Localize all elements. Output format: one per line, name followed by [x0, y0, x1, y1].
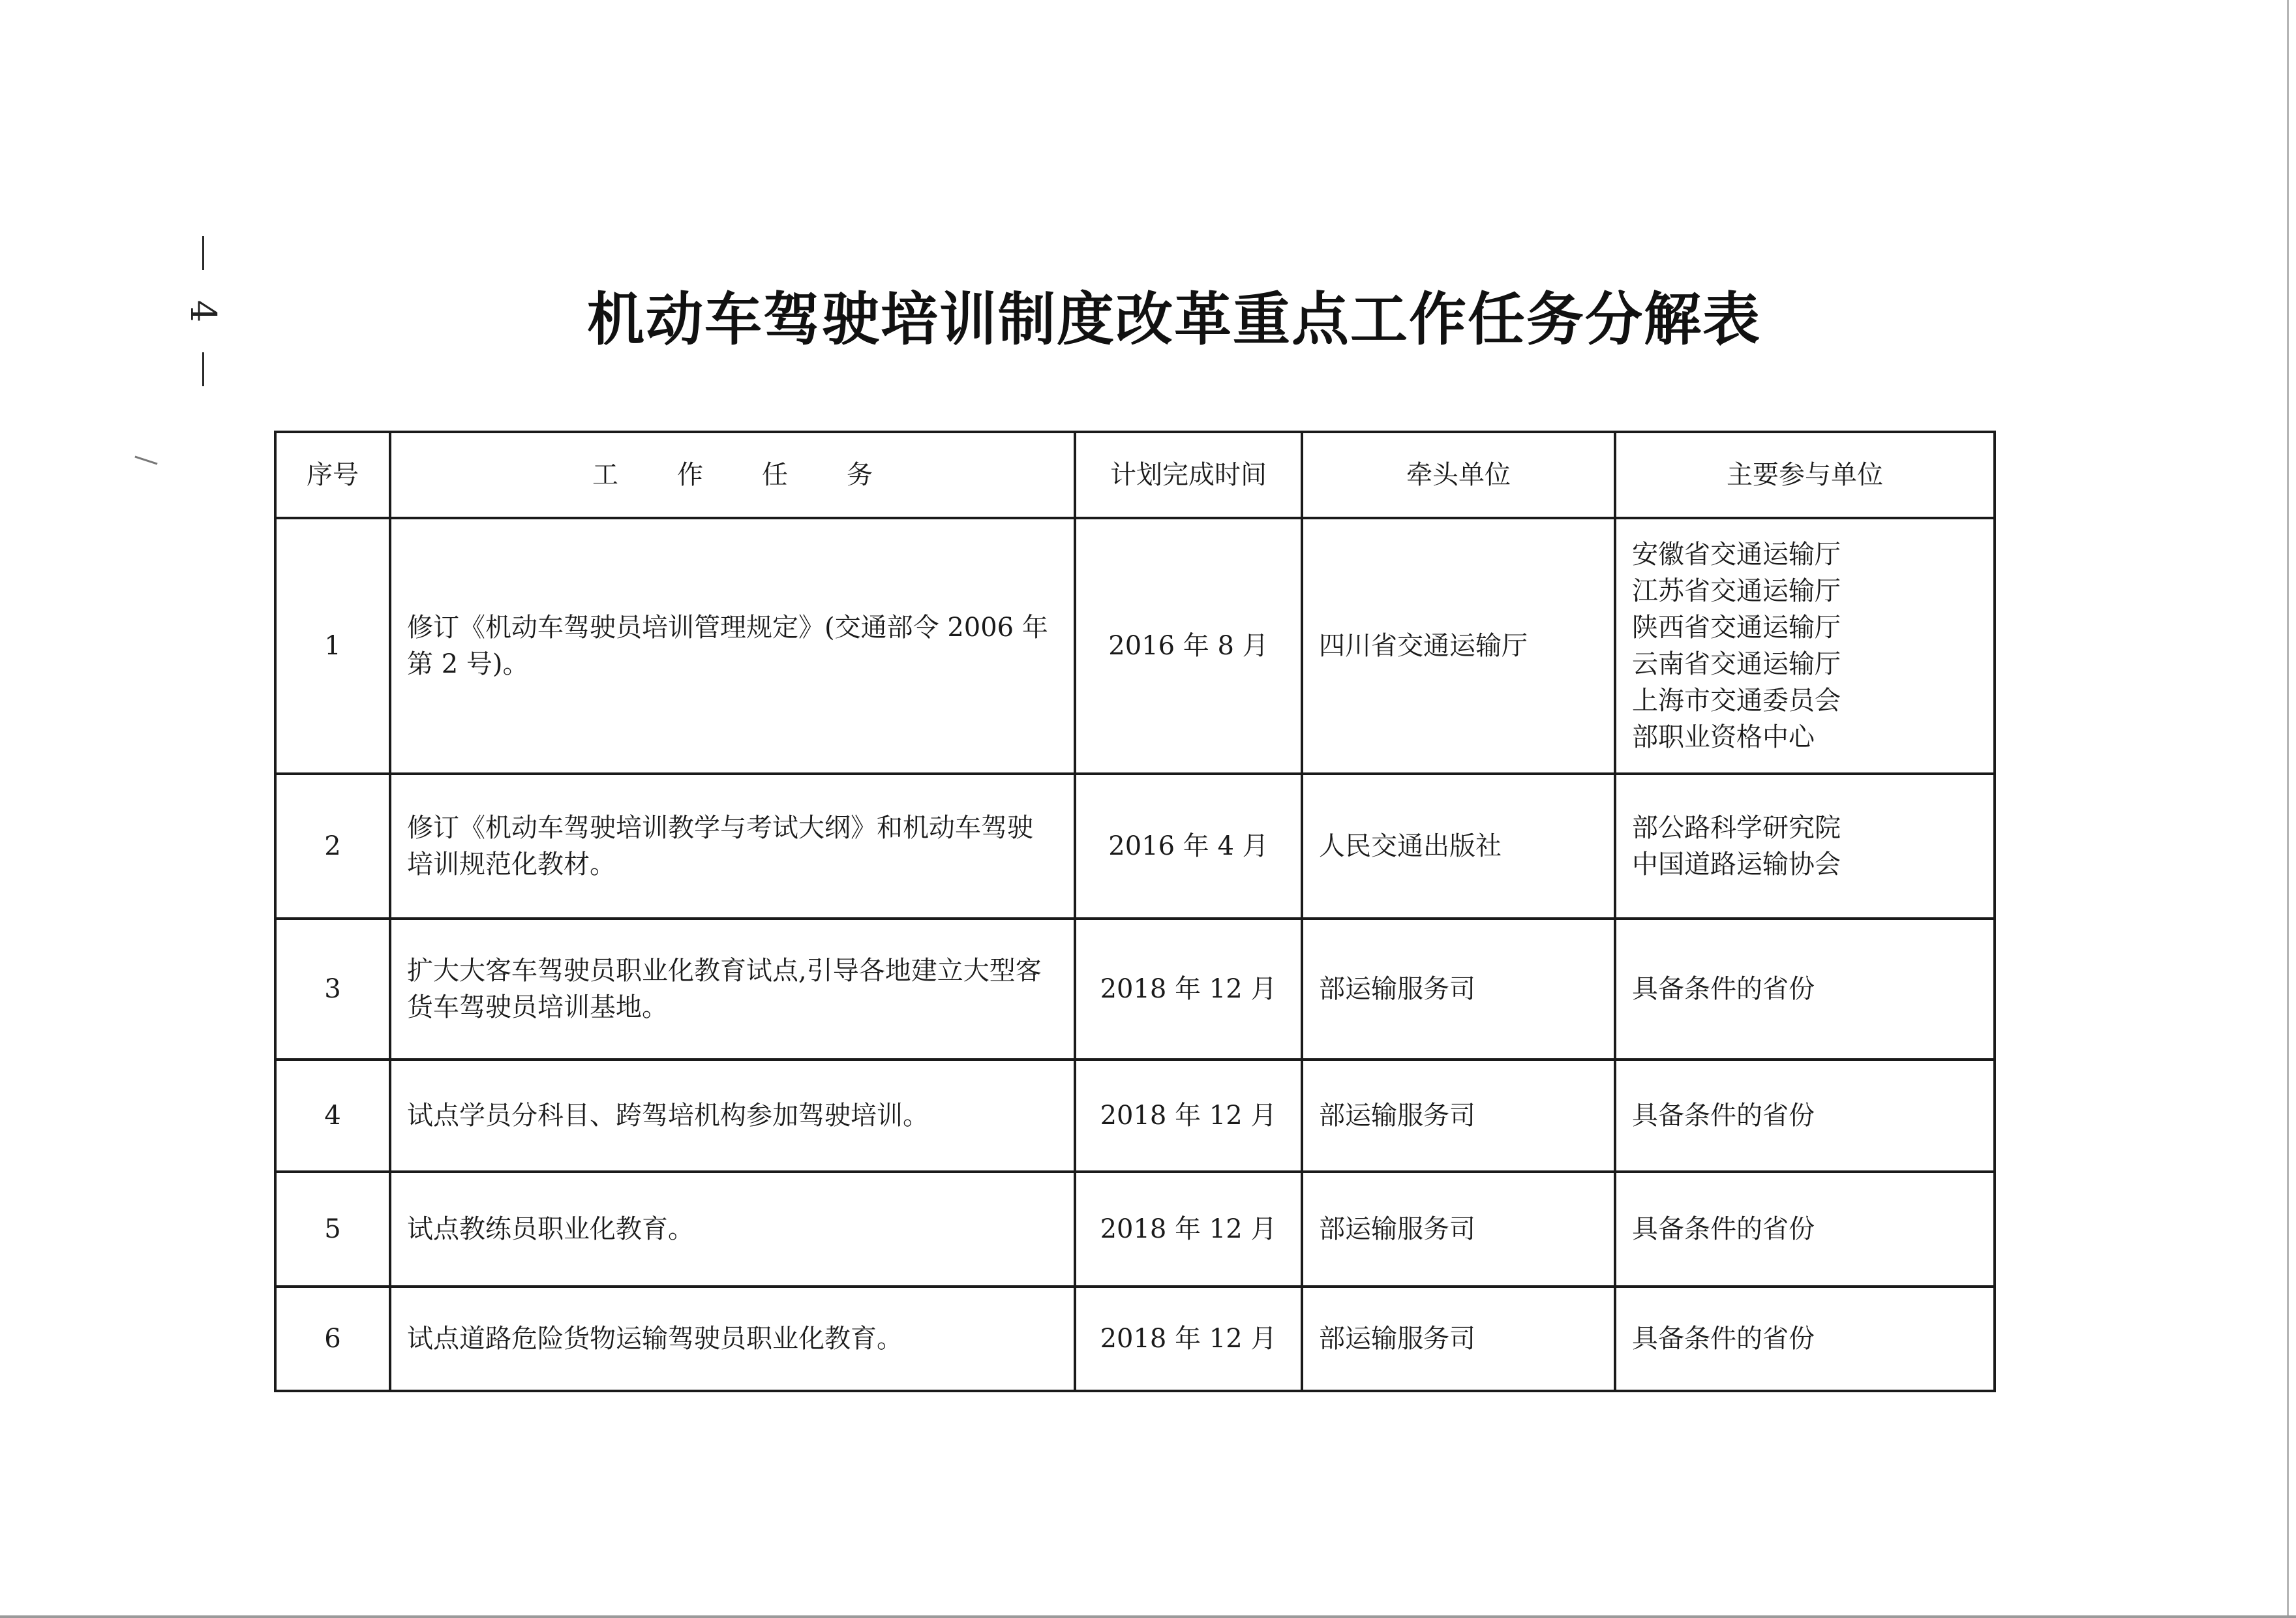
row-index: 2	[275, 774, 390, 919]
scan-edge-right	[2287, 0, 2289, 1618]
participant: 上海市交通委员会	[1632, 686, 1841, 716]
header-deadline: 计划完成时间	[1075, 432, 1302, 518]
table-row	[275, 1287, 1995, 1391]
row-lead-unit: 人民交通出版社	[1302, 774, 1615, 919]
table-header-row	[275, 432, 1995, 518]
row-participants	[1615, 1172, 1995, 1287]
row-index: 3	[275, 919, 390, 1060]
participant: 具备条件的省份	[1632, 1101, 1815, 1131]
participant: 具备条件的省份	[1632, 1324, 1815, 1354]
participant: 安徽省交通运输厅	[1632, 540, 1841, 570]
participant: 江苏省交通运输厅	[1632, 576, 1841, 606]
participant: 部公路科学研究院	[1632, 813, 1841, 843]
participant: 具备条件的省份	[1632, 1214, 1815, 1244]
header-participants: 主要参与单位	[1615, 432, 1995, 518]
row-deadline: 2018 年 12 月	[1075, 1287, 1302, 1391]
row-index: 6	[275, 1287, 390, 1391]
row-participants	[1615, 1287, 1995, 1391]
row-lead-unit: 部运输服务司	[1302, 1172, 1615, 1287]
row-lead-unit: 部运输服务司	[1302, 919, 1615, 1060]
header-index: 序号	[275, 432, 390, 518]
page-number-dash-bottom	[202, 352, 204, 386]
row-deadline: 2016 年 4 月	[1075, 774, 1302, 919]
row-participants	[1615, 1060, 1995, 1172]
table-row	[275, 518, 1995, 774]
document-title: 机动车驾驶培训制度改革重点工作任务分解表	[586, 286, 1761, 353]
row-task: 试点道路危险货物运输驾驶员职业化教育。	[390, 1287, 1075, 1391]
row-participants	[1615, 919, 1995, 1060]
header-lead-unit: 牵头单位	[1302, 432, 1615, 518]
page-number-value: 4	[182, 299, 224, 323]
table-row	[275, 1172, 1995, 1287]
table-row	[275, 774, 1995, 919]
page-number	[180, 236, 226, 386]
row-task: 试点学员分科目、跨驾培机构参加驾驶培训。	[390, 1060, 1075, 1172]
row-participants	[1615, 774, 1995, 919]
row-index: 1	[275, 518, 390, 774]
table-row	[275, 919, 1995, 1060]
participant: 部职业资格中心	[1632, 722, 1815, 752]
page-number-dash-top	[202, 236, 204, 270]
row-index: 4	[275, 1060, 390, 1172]
row-index: 5	[275, 1172, 390, 1287]
row-deadline: 2018 年 12 月	[1075, 1060, 1302, 1172]
row-deadline: 2018 年 12 月	[1075, 1172, 1302, 1287]
table-row	[275, 1060, 1995, 1172]
row-deadline: 2016 年 8 月	[1075, 518, 1302, 774]
header-task: 工作任务	[390, 432, 1075, 518]
row-lead-unit: 部运输服务司	[1302, 1060, 1615, 1172]
scan-mark	[134, 456, 157, 465]
participant: 云南省交通运输厅	[1632, 649, 1841, 679]
participant: 具备条件的省份	[1632, 974, 1815, 1004]
row-lead-unit: 部运输服务司	[1302, 1287, 1615, 1391]
participant: 中国道路运输协会	[1632, 849, 1841, 879]
row-lead-unit: 四川省交通运输厅	[1302, 518, 1615, 774]
row-task: 修订《机动车驾驶员培训管理规定》(交通部令 2006 年第 2 号)。	[390, 518, 1075, 774]
row-task: 扩大大客车驾驶员职业化教育试点,引导各地建立大型客货车驾驶员培训基地。	[390, 919, 1075, 1060]
row-deadline: 2018 年 12 月	[1075, 919, 1302, 1060]
row-participants	[1615, 518, 1995, 774]
task-table	[274, 431, 1996, 1392]
row-task: 修订《机动车驾驶培训教学与考试大纲》和机动车驾驶培训规范化教材。	[390, 774, 1075, 919]
row-task: 试点教练员职业化教育。	[390, 1172, 1075, 1287]
scan-edge-bottom	[0, 1615, 2296, 1618]
participant: 陕西省交通运输厅	[1632, 613, 1841, 643]
